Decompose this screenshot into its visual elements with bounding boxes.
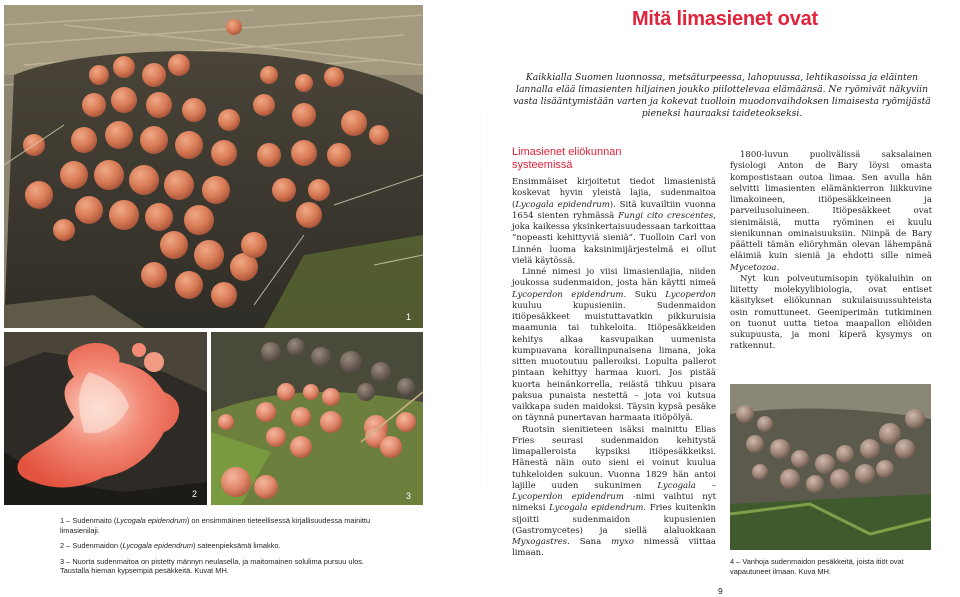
caption-1 (60, 516, 380, 535)
col1-p3-latin2: Lycoperdon epidendrum (512, 492, 624, 502)
photo-1-image (4, 5, 423, 328)
text-column-1 (512, 146, 716, 560)
col1-paragraph-2 (512, 267, 716, 425)
col1-p3-latin4: Myxogastres (512, 537, 568, 547)
col2-paragraph-2: Nyt kun polveutumisopin työkaluihin on liitetty molekyylibiologia, ovat entiset käsitykset eliökunnan sukulaisuussuhteista osin romuttuneet. Geeniperimän tutkiminen on tuonut uutta tietoa maapallon eliöiden sukupuusta, ja moni kiperä kysymys on ratkennut. (730, 273, 932, 352)
col1-p3-latin3: Lycogala epidendrum (549, 503, 644, 514)
col1-paragraph-1 (512, 177, 716, 267)
caption-4 (730, 557, 935, 576)
caption-1-text-b: ) on ensimmäinen tieteellisessä kirjallisuudessa mainittu limasienilaji. (60, 516, 371, 535)
col1-p3-f: nimessä viittaa limaan. (512, 537, 716, 559)
article-intro: Kaikkialla Suomen luonnossa, metsäturpeessa, lahopuussa, lehtikasoissa ja eläinten lannalla elää limasienten hiljainen joukko piilottelevaa elämäänsä. Ne ryömivät näkyviin vasta lisääntymistään varten ja kokevat tuolloin muodonvaihdoksen limaisesta ryömijästä pieneksi hauraaksi taideteokseksi. (513, 72, 931, 119)
article-title: Mitä limasienet ovat (631, 8, 818, 30)
caption-2 (60, 541, 380, 551)
photo-3-number: 3 (405, 491, 411, 501)
caption-3 (60, 557, 380, 576)
col1-p2-latin2: Lycoperdon (665, 289, 716, 300)
col1-p2-a: Linné nimesi jo viisi limasienilajia, niiden joukossa sudenmaidon, josta hän käytti nimeä (512, 267, 716, 289)
photo-1-number: 1 (405, 312, 411, 322)
col1-p2-b: . Suku (623, 289, 666, 300)
col1-p3-a: Ruotsin sienitieteen isäksi mainittu Elias Fries seurasi sudenmaidon kehitystä limapalleroista kypsiksi itiöpesäkkeiksi. Hänestä näin outo sieni ei voinut kuulua tuhkeloiden sukuun. Vuonna 1829 hän antoi lajille uuden sukunimen (512, 424, 716, 491)
caption-2-number: 2 (60, 541, 65, 550)
col2-paragraph-1 (730, 150, 932, 274)
col1-p3-latin: Lycogala (657, 480, 696, 491)
caption-4-number: 4 (730, 557, 735, 566)
caption-1-latin: Lycogala epidendrum (116, 516, 187, 525)
page-number: 9 (718, 586, 723, 596)
caption-2-text-a: – Sudenmaidon ( (64, 541, 123, 550)
caption-2-latin: Lycogala epidendrum (122, 541, 194, 550)
col1-p3-e: . Sana (567, 537, 612, 547)
photo-captions (60, 516, 380, 582)
section-heading: Limasienet eliökunnan systeemissä (512, 146, 622, 171)
col1-p3-d: . Fries kuitenkin sijoitti sudenmaidon kupusienien (Gastromycetes) ja siellä alaluokkaan (512, 503, 716, 536)
caption-3-text: – Nuorta sudenmaitoa on pistetty männyn neulasella, ja maitomainen solulima pursuu ulos. Taustalla hieman kypsempiä pesäkkeitä. Kuvat MH. (60, 556, 365, 575)
col1-p1-latin2: Fungi cito crescentes (618, 210, 714, 221)
page-gutter (480, 0, 481, 597)
col1-p2-c: kuuluu kupusieniin. Sudenmaidon itiöpesäkkeet muistuttavatkin pikkuruisia maamunia tai tuhkeloita. Itiöpesäkkeiden kehitys alkaa kasvupaikan uumenista kumpuavana korallinpunaisena limana, joka sitten muotoutuu palleroiksi. Lopulta pallerot pintaan kehittyy harmaa kuori. Jos pistää kuorta heinänkorrella, reiästä tihkuu pisara paksua punaista nestettä – jota voi kutsua vaikkapa suden maidoksi. Täysin kypsä pesäke on täynnä punertavan harmaata itiöpölyä. (512, 300, 716, 424)
col1-paragraph-3 (512, 425, 716, 560)
photo-4-image (730, 384, 931, 550)
photo-3-image (211, 332, 423, 505)
col1-p1-latin: Lycogala epidendrum (515, 199, 610, 210)
caption-2-text-b: ) sateenpieksämä limakko. (193, 541, 281, 550)
caption-1-text-a: – Sudenmaito ( (64, 516, 117, 525)
caption-3-number: 3 (60, 556, 65, 566)
photo-2-image (4, 332, 207, 505)
col1-p3-c: -nimi vaihtui nyt nimeksi (512, 492, 716, 514)
col2-p1-latin: Mycetozoa (730, 262, 777, 273)
caption-1-number: 1 (60, 516, 65, 525)
text-column-2 (730, 150, 932, 353)
photo-2-slime-plasmodium (4, 332, 207, 505)
col2-p1-b: . (776, 262, 780, 273)
col1-p1-b: ). Sitä kuvailtiin vuonna 1654 sienten ryhmässä (512, 199, 716, 221)
col1-p2-latin: Lycoperdon epidendrum (512, 289, 624, 300)
photo-1-lycogala-on-stump (4, 5, 423, 328)
col1-p3-latin5: myxo (611, 537, 634, 547)
col2-p1-a: 1800-luvun puolivälissä saksalainen fysiologi Anton de Bary löysi omasta kompostistaan outoa limaa. Sen avulla hän selvitti limasienten elämänkierron liikkuvine limakoineen, itiöpesäkkeineen ja parveilusoluineen. Itiöpesäkkeet ovat sienimäisiä, mutta ryöminen ei kuulu sienikunnan ominaisuuksiin. Niinpä de Bary päätteli tämän eliöryhmän olevan lähempänä eläimiä kuin sieniä ja ehdotti sille nimeä (730, 150, 932, 262)
photo-2-number: 2 (191, 489, 197, 499)
photo-4-old-colonies (730, 384, 931, 550)
col1-p3-b: – (695, 480, 717, 491)
col1-p1-a: Ensimmäiset kirjoitetut tiedot limasienistä koskevat hyvin yleistä lajia, sudenmaitoa ( (512, 177, 716, 210)
caption-4-text: – Vanhoja sudenmaidon pesäkkeitä, joista itiöt ovat vapautuneet ilmaan. Kuva MH. (730, 557, 904, 576)
photo-3-pierced-colony (211, 332, 423, 505)
col1-p1-c: , joka kaikessa yksinkertaisuudessaan tarkoittaa ”nopeasti kehittyviä sieniä”. Tuolloin Carl von Linnén luoma kaksinimijärjestelmä ei ollut vielä käytössä. (512, 210, 716, 266)
